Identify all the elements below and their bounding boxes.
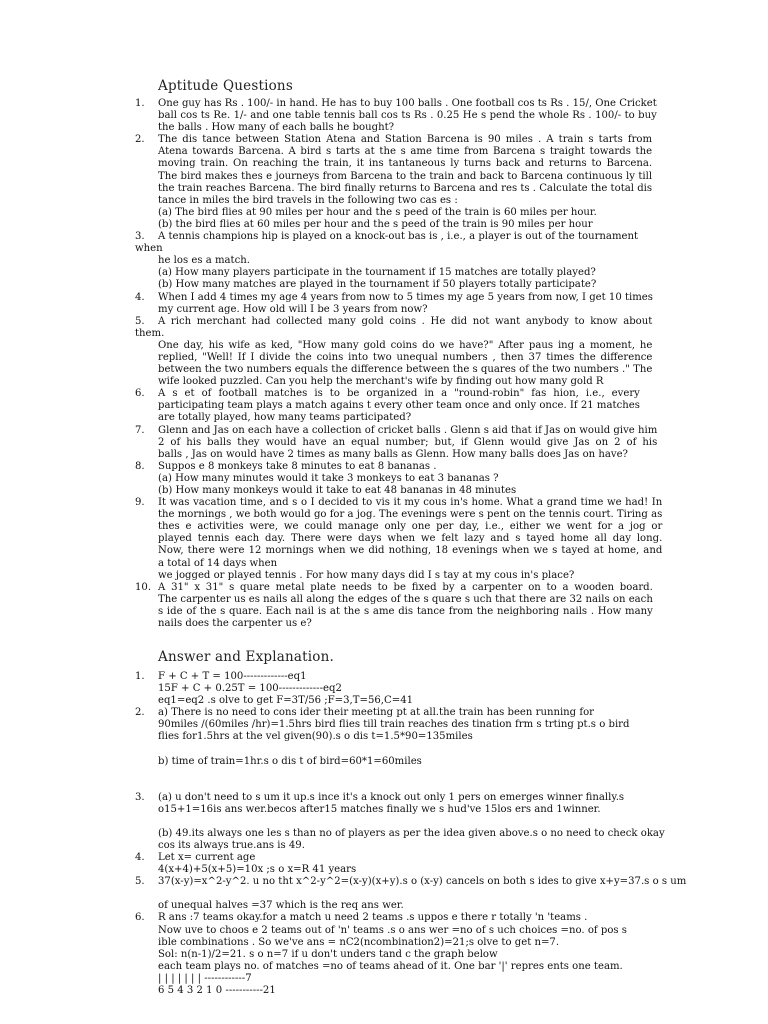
question-item [135,231,639,291]
answer-item [135,671,635,707]
text-line: (b) 49.its always one les s than no of players as per the idea given above.s o no need to check okay [158,827,665,839]
text-line: 4(x+4)+5(x+5)=10x ;s o x=R 41 years [158,864,357,876]
text-line: are totally played, how many teams participated? [158,412,412,424]
text-line: ball cos ts Re. 1/- and one table tennis ball cos ts Rs . 0.25 He s pend the whole Rs . 100/- to buy [158,110,657,122]
text-line: (a) How many minutes would it take 3 monkeys to eat 3 bananas ? [158,472,499,484]
text-line: Atena towards Barcena. A bird s tarts at the s ame time from Barcena s traight towards the [158,146,653,158]
text-line: tance in miles the bird travels in the following two cas es : [158,194,458,206]
question-item-number: 3. [135,231,145,243]
text-line: R ans :7 teams okay.for a match u need 2 teams .s uppos e there r totally 'n 'teams . [158,912,588,924]
text-line: A rich merchant had collected many gold coins . He did not want anybody to know about [158,315,653,327]
questions-heading: Aptitude Questions [158,78,293,94]
text-line: participating team plays a match agains t every other team once and only once. If 21 matches [158,400,640,412]
text-line: One day, his wife as ked, "How many gold coins do we have?" After paus ing a moment, he [158,339,653,351]
text-line: replied, "Well! If I divide the coins into two unequal numbers , then 37 times the difference [158,351,653,363]
text-line: o15+1=16is ans wer.becos after15 matches finally we s hud've 15los ers and 1winner. [158,803,601,815]
text-line: a total of 14 days when [158,557,278,569]
answer-item-number: 6. [135,912,145,924]
text-line: when [135,243,163,255]
question-item [135,461,635,497]
text-line: eq1=eq2 .s olve to get F=3T/56 ;F=3,T=56,C=41 [158,695,414,707]
question-item-text [158,582,653,630]
text-line: ible combinations . So we've ans = nC2(ncombination2)=21;s olve to get n=7. [158,936,560,948]
text-line: of unequal halves =37 which is the req ans wer. [158,900,404,912]
blank-line [158,780,635,792]
text-line: A s et of football matches is to be organized in a "round-robin" fas hion, i.e., every [158,388,640,400]
question-item [135,581,653,630]
answers-list [135,671,687,997]
text-line: (a) The bird flies at 90 miles per hour and the s peed of the train is 60 miles per hour. [158,206,597,218]
question-item [135,388,640,424]
question-item-number: 9. [135,497,145,509]
blank-line [158,744,635,756]
blank-line [158,816,665,828]
text-line: we jogged or played tennis . For how many days did I s tay at my cous in's place? [158,569,575,581]
text-line: the mornings , we both would go for a jog. The evenings were s pent on the tennis court. Tiring as [158,509,663,521]
text-line: (b) the bird flies at 60 miles per hour and the s peed of the train is 90 miles per hour [158,218,593,230]
text-line: | | | | | | | ------------7 [158,972,252,984]
question-item-text [158,292,653,316]
question-item-number: 8. [135,460,145,472]
answer-item [135,852,635,876]
question-item-number: 10. [135,581,152,593]
text-line: he los es a match. [158,255,250,267]
question-item-text [158,425,657,461]
text-line: them. [135,327,165,339]
text-line: The carpenter us es nails all along the edges of the s quare s uch that there are 32 nails on each [158,593,653,605]
answer-item-text [158,912,635,997]
text-line: flies for1.5hrs at the vel given(90).s o dis t=1.5*90=135miles [158,731,473,743]
text-line: (b) How many matches are played in the tournament if 50 players totally participate? [158,279,597,291]
question-item [135,315,653,389]
text-line: 37(x-y)=x^2-y^2. u no tht x^2-y^2=(x-y)(x+y).s o (x-y) cancels on both s ides to give x+y=37.s o s um [158,876,687,888]
answer-item-number: 3. [135,791,145,803]
blank-line [158,768,635,780]
text-line: balls , Jas on would have 2 times as many balls as Glenn. How many balls does Jas on have? [158,448,628,460]
text-line: Let x= current age [158,852,256,864]
answer-item-text [158,707,635,791]
question-item [135,424,658,461]
text-line: the balls . How many of each balls he bought? [158,122,395,134]
question-item-number: 2. [135,134,145,146]
answer-item-text [158,792,665,852]
text-line: b) time of train=1hr.s o dis t of bird=60*1=60miles [158,755,422,767]
answer-item-text [158,852,635,876]
answer-item-text [158,671,635,707]
text-line: It was vacation time, and s o I decided to vis it my cous in's home. What a grand time we had! In [158,497,663,509]
answer-item-number: 1. [135,671,145,682]
questions-list [135,98,663,630]
question-item-text [135,315,653,389]
question-item [135,497,663,582]
text-line: s ide of the s quare. Each nail is at the s ame dis tance from the neighboring nails . How many [158,605,653,617]
text-line: between the two numbers equals the difference between the s quares of the two numbers ." The [158,364,653,376]
text-line: A 31" x 31" s quare metal plate needs to be fixed by a carpenter on to a wooden board. [158,581,653,593]
text-line: the train reaches Barcena. The bird finally returns to Barcena and res ts . Calculate the total dis [158,182,653,194]
answer-item-text [158,876,686,912]
question-item-text [135,231,639,291]
text-line: Sol: n(n-1)/2=21. s o n=7 if u don't unders tand c the graph below [158,948,498,960]
question-item-number: 4. [135,291,145,303]
text-line: a) There is no need to cons ider their meeting pt at all.the train has been running for [158,707,594,719]
question-item-number: 7. [135,424,145,436]
text-line: Suppos e 8 monkeys take 8 minutes to eat 8 bananas . [158,460,437,472]
text-line: The dis tance between Station Atena and Station Barcena is 90 miles . A train s tarts from [158,134,653,146]
text-line: played tennis each day. There were days when we felt lazy and s tayed home all day long. [158,533,663,545]
answer-item-number: 2. [135,707,145,719]
text-line: (a) How many players participate in the tournament if 15 matches are totally played? [158,267,596,279]
text-line: When I add 4 times my age 4 years from now to 5 times my age 5 years from now, I get 10 times [158,291,653,303]
answer-item-number: 4. [135,852,145,864]
text-line: (a) u don't need to s um it up.s ince it's a knock out only 1 pers on emerges winner finally.s [158,791,625,803]
question-item-number: 5. [135,315,145,327]
text-line: thes e activities were, we could manage only one per day, i.e., either we went for a jog or [158,521,663,533]
text-line: A tennis champions hip is played on a knock-out bas is , i.e., a player is out of the tournament [158,231,639,243]
answer-item [135,912,635,997]
text-line: One guy has Rs . 100/- in hand. He has to buy 100 balls . One football cos ts Rs . 15/, One Cricket [158,98,657,109]
question-item-text [158,461,635,497]
text-line: wife looked puzzled. Can you help the merchant's wife by finding out how many gold R [158,376,604,388]
answer-item-number: 5. [135,876,145,888]
text-line: F + C + T = 100-------------eq1 [158,671,307,682]
text-line: moving train. On reaching the train, it ins tantaneous ly turns back and returns to Barcena. [158,158,653,170]
question-item-text [158,497,662,582]
question-item-number: 1. [135,98,145,109]
text-line: The bird makes thes e journeys from Barcena to the train and back to Barcena continuous ly till [158,170,653,182]
text-line: 15F + C + 0.25T = 100-------------eq2 [158,683,342,695]
question-item [135,134,653,231]
answer-item [135,707,635,791]
blank-line [158,888,686,900]
question-item [135,98,657,134]
text-line: 6 5 4 3 2 1 0 -----------21 [158,984,276,996]
text-line: Now uve to choos e 2 teams out of 'n' teams .s o ans wer =no of s uch choices =no. of pos s [158,924,627,936]
text-line: Now, there were 12 mornings when we did nothing, 18 evenings when we s tayed at home, and [158,545,663,557]
question-item-text [158,134,652,231]
question-item-text [158,388,640,424]
question-item [135,291,653,316]
question-item-text [158,98,657,134]
text-line: nails does the carpenter us e? [158,618,312,630]
text-line: my current age. How old will I be 3 years from now? [158,303,428,315]
text-line: Glenn and Jas on each have a collection of cricket balls . Glenn s aid that if Jas on would give him [158,424,658,436]
text-line: (b) How many monkeys would it take to eat 48 bananas in 48 minutes [158,485,517,496]
text-line: 2 of his balls they would have an equal number; but, if Glenn would give Jas on 2 of his [158,436,658,448]
answer-item [135,876,687,912]
text-line: 90miles /(60miles /hr)=1.5hrs bird flies till train reaches des tination frm s trting pt.s o bird [158,719,630,731]
text-line: cos its always true.ans is 49. [158,839,305,851]
text-line: each team plays no. of matches =no of teams ahead of it. One bar '|' repres ents one team. [158,960,623,972]
answer-item [135,791,665,852]
answers-heading: Answer and Explanation. [158,649,335,665]
question-item-number: 6. [135,388,145,400]
